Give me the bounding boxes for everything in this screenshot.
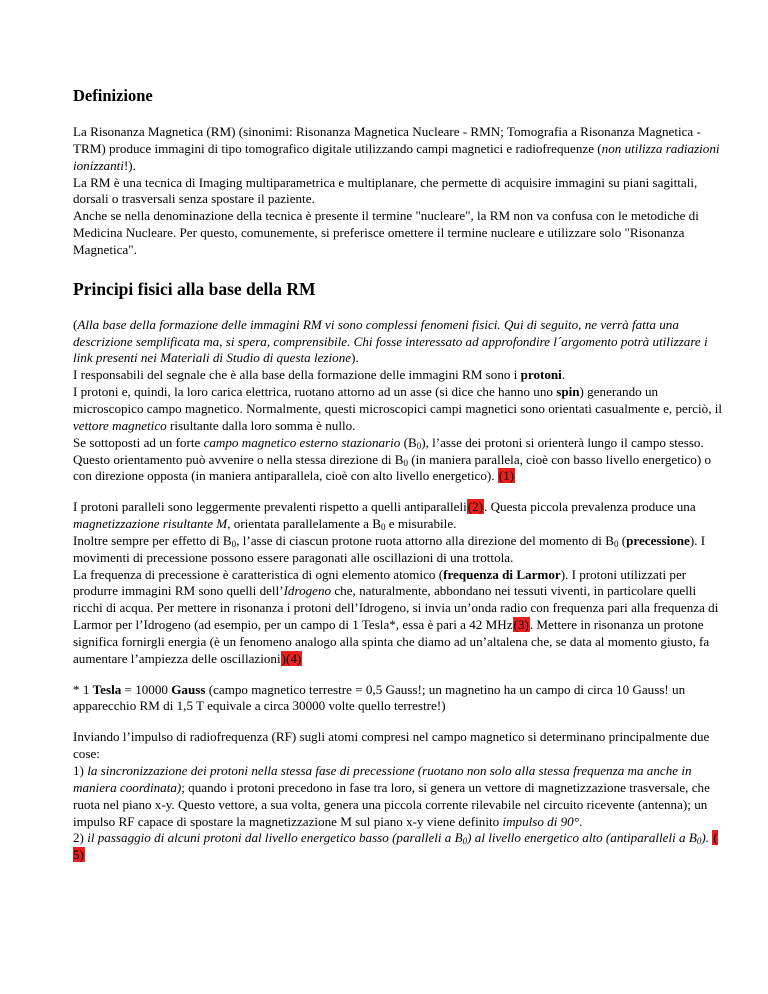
section-title-principi: Principi fisici alla base della RM <box>73 278 316 299</box>
text-run: (4) <box>285 650 302 666</box>
reference-link-4[interactable] <box>281 651 303 666</box>
text-run: Inviando l’impulso di radiofrequenza (RF) sugli atomi compresi nel campo magnetico si determinano principalmente due cose: <box>73 729 710 762</box>
text-run: ( <box>618 532 627 548</box>
text-run: 1) <box>73 763 88 778</box>
text-run: che, naturalmente, abbondano nei tessuti viventi, in particolare quelli ricchi di acqua. Per mettere in risonanza i protoni dell’Idrogeno, si invia un’onda radio con frequenza pari alla frequenza di Larmor per l’Idrogeno (ad esempio, per un campo di 1 Tesla*, essa è pari a 42 MHz <box>73 583 719 633</box>
italic-run <box>87 830 712 845</box>
text-run: Inoltre sempre per effetto di B <box>73 532 232 548</box>
principi-paragraph-2 <box>73 499 728 667</box>
text-run: . <box>561 367 566 383</box>
reference-link-3[interactable]: (3) <box>513 617 529 633</box>
text-run: ) generando un microscopico campo magnetico. Normalmente, questi microscopici campi magnetici sono orientati casualmente e, perciò, il <box>73 384 723 416</box>
bold-run: Gauss <box>171 681 206 697</box>
subscript: 0 <box>462 836 468 847</box>
reference-link-2[interactable]: (2) <box>467 499 484 515</box>
text-run: * 1 <box>73 681 93 697</box>
text-run: ( <box>73 316 78 332</box>
text-run: = 10000 <box>121 681 172 697</box>
bold-run: frequenza di Larmor <box>443 566 561 582</box>
text-run: !). <box>123 157 136 173</box>
reference-link-1[interactable]: (1) <box>498 468 515 484</box>
text-run: La RM è una tecnica di Imaging multiparametrica e multiplanare, che permette di acquisire immagini su piani sagittali, dorsali o trasversali senza spostare il paziente. <box>73 174 698 207</box>
text-run: . Questa piccola prevalenza produce una <box>484 499 696 515</box>
footnote-tesla <box>73 682 728 716</box>
italic-run: campo magnetico esterno stazionario <box>203 434 401 450</box>
text-run: ) al livello energetico alto (antiparalleli a B <box>467 830 697 846</box>
text-run: (in maniera parallela, cioè con basso livello energetico) o con direzione opposta (in maniera antiparallela, cioè con alto livello energetico). <box>73 451 712 484</box>
text-run: La Risonanza Magnetica (RM) (sinonimi: Risonanza Magnetica Nucleare - RMN; Tomografia a Risonanza Magnetica - TRM) produce immagini di tipo tomografico digitale utilizzando campi magnetici e radiofrequenze ( <box>73 124 701 156</box>
text-run: I protoni e, quindi, la loro carica elettrica, ruotano attorno ad un asse (si dice che hanno uno <box>73 384 557 400</box>
text-run: ). I movimenti di precessione possono essere paragonati alle oscillazioni di una trottola. <box>73 532 706 565</box>
text-run: ). I protoni utilizzati per produrre immagini RM sono quelli dell’ <box>73 566 687 599</box>
text-run: I responsabili del segnale che è alla base della formazione delle immagini RM sono i <box>73 367 521 383</box>
text-run: 2) <box>73 830 88 846</box>
italic-run: Alla base della formazione delle immagini RM vi sono complessi fenomeni fisici. Qui di seguito, ne verrà fatta una descrizione semplificata ma, si spera, comprensibile. Chi fosse interessato ad approfondire l´argomento potrà utilizzare i link presenti nei Materiali di Studio di questa lezione <box>73 316 708 366</box>
text-run: (campo magnetico terrestre = 0,5 Gauss!; un magnetino ha un campo di circa 10 Gauss! un apparecchio RM di 1,5 T equivale a circa 30000 volte quello terrestre!) <box>73 681 686 714</box>
subscript: 0 <box>613 538 619 549</box>
italic-run: la sincronizzazione dei protoni nella stessa fase di precessione (ruotano non solo alla stessa frequenza ma anche in maniera coordinata) <box>73 763 692 795</box>
text-run: , l’asse di ciascun protone ruota attorno alla direzione del momento di B <box>236 532 614 548</box>
italic-run: Idrogeno <box>283 583 332 599</box>
subscript: 0 <box>403 457 409 468</box>
text-run: I protoni paralleli sono leggermente prevalenti rispetto a quelli antiparalleli <box>73 499 467 515</box>
subscript: 0 <box>416 440 422 451</box>
bold-run: precessione <box>626 532 690 548</box>
principi-paragraph-1 <box>73 317 728 485</box>
text-run: Se sottoposti ad un forte <box>73 434 204 450</box>
subscript: 0 <box>381 522 386 533</box>
text-run: e misurabile. <box>385 516 457 532</box>
italic-run: impulso di 90° <box>502 813 579 829</box>
text-run: . <box>578 813 583 829</box>
text-run: il passaggio di alcuni protoni dal livello energetico basso (paralleli a B <box>87 830 463 846</box>
text-run: , orientata parallelamente a B <box>227 516 381 532</box>
text-run: ). <box>701 830 713 846</box>
text-run: ; quando i protoni precedono in fase tra loro, si genera un vettore di magnetizzazione trasversale, che ruota nel piano x-y. Questo vettore, a sua volta, genera una piccola corrente rilevabile nel circuito ricevente (antenna); un impulso RF capace di spostare la magnetizzazione M sul piano x-y viene definito <box>73 779 710 829</box>
text-run: (B <box>400 434 417 450</box>
principi-paragraph-3 <box>73 729 728 864</box>
subscript: 0 <box>696 836 702 847</box>
italic-run: vettore magnetico <box>73 417 167 433</box>
text-run: Anche se nella denominazione della tecnica è presente il termine "nucleare", la RM non va confusa con le metodiche di Medicina Nucleare. Per questo, comunemente, si preferisce omettere il termine nucleare e utilizzare solo "Risonanza Magnetica". <box>73 208 699 257</box>
bold-run: Tesla <box>92 681 122 697</box>
text-run: risultante dalla loro somma è nullo. <box>166 417 356 433</box>
italic-run: magnetizzazione risultante M <box>73 516 228 532</box>
text-run: La frequenza di precessione è caratteristica di ogni elemento atomico ( <box>73 566 444 582</box>
text-run: ), l’asse dei protoni si orienterà lungo il campo stesso. Questo orientamento può avvenire o nella stessa direzione di B <box>73 434 704 467</box>
italic-run: non utilizza radiazioni ionizzanti <box>73 140 720 173</box>
text-run: ) <box>281 650 286 666</box>
text-run: ). <box>351 350 359 366</box>
bold-run: protoni <box>520 367 562 383</box>
bold-run: spin <box>556 384 580 400</box>
section-title-definizione: Definizione <box>73 86 153 105</box>
reference-link-5[interactable]: ( 5) <box>73 830 718 863</box>
definizione-paragraph <box>73 124 728 259</box>
text-run: . Mettere in risonanza un protone significa fornirgli energia (è un fenomeno analogo alla spinta che diamo ad un’altalena che, se data al momento giusto, fa aumentare l’ampiezza delle oscillazioni <box>73 617 710 666</box>
subscript: 0 <box>231 538 237 549</box>
